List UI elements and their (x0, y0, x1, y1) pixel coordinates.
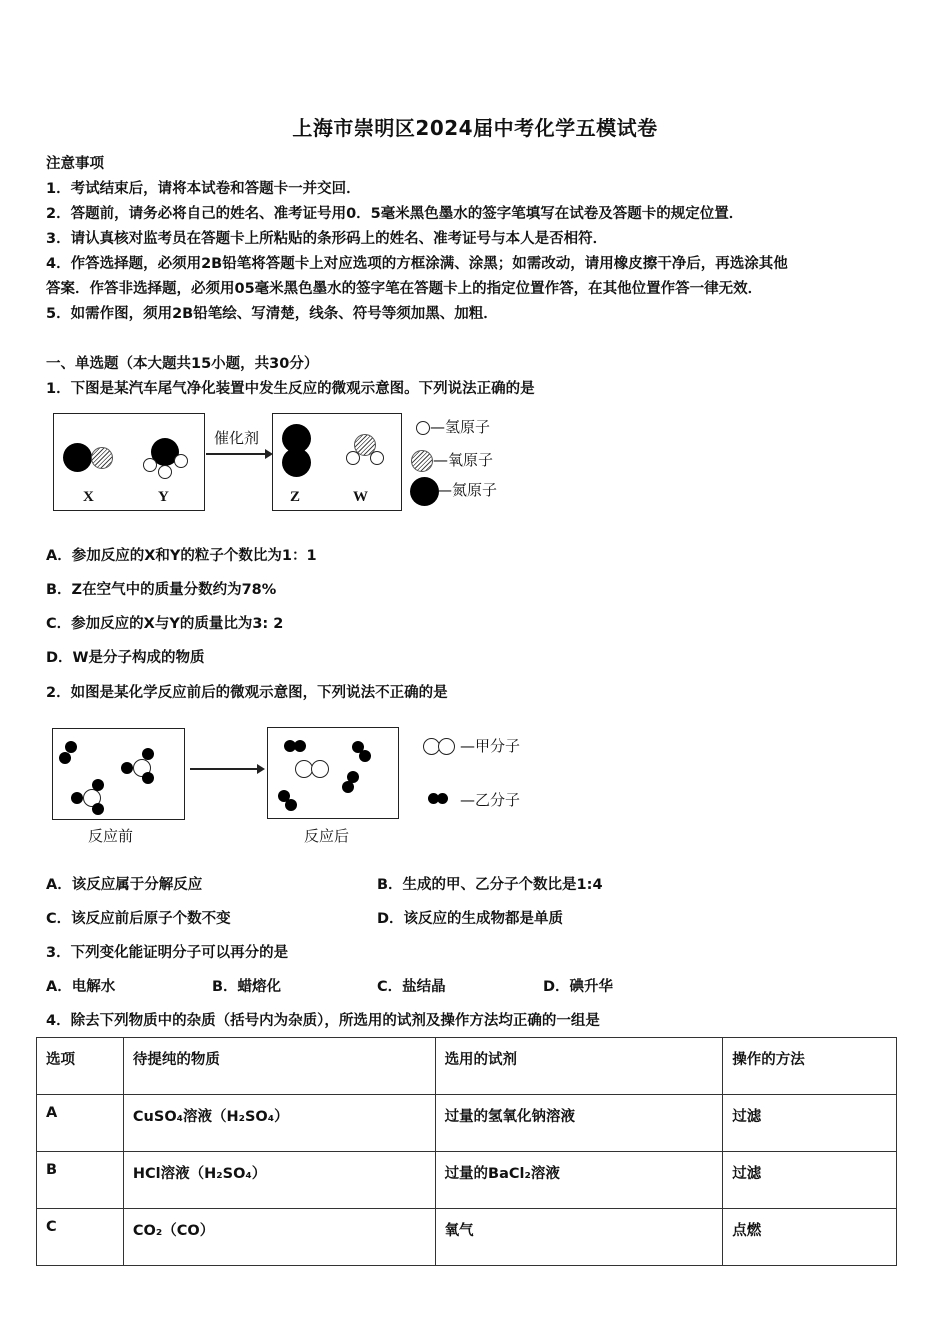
hydrogen-atom-icon (158, 465, 172, 479)
black-atom-icon (142, 772, 154, 784)
q2-stem: 2．如图是某化学反应前后的微观示意图，下列说法不正确的是 (46, 685, 448, 701)
q1-option-b[interactable]: B．Z在空气中的质量分数约为78% (46, 582, 277, 598)
black-atom-icon (65, 741, 77, 753)
black-atom-icon (71, 792, 83, 804)
table-cell: HCl溶液（H₂SO₄） (123, 1152, 435, 1209)
q4-stem: 4．除去下列物质中的杂质（括号内为杂质），所选用的试剂及操作方法均正确的一组是 (46, 1013, 600, 1029)
black-atom-icon (342, 781, 354, 793)
legend-oxygen: —氧原子 (433, 451, 494, 469)
q2-option-a[interactable]: A．该反应属于分解反应 (46, 877, 203, 893)
before-box (52, 728, 185, 820)
q3-option-b[interactable]: B．蜡熔化 (212, 979, 282, 995)
arrow-icon (190, 768, 260, 770)
q3-option-a[interactable]: A．电解水 (46, 979, 116, 995)
label-x: X (83, 489, 94, 505)
q2-option-d[interactable]: D．该反应的生成物都是单质 (377, 911, 564, 927)
black-atom-icon (285, 799, 297, 811)
hydrogen-atom-icon (143, 458, 157, 472)
nitrogen-atom-icon (282, 448, 311, 477)
table-cell: B (37, 1152, 124, 1209)
table-cell: 过量的BaCl₂溶液 (435, 1152, 723, 1209)
notice-item-4-cont: 答案．作答非选择题，必须用05毫米黑色墨水的签字笔在答题卡上的指定位置作答，在其他位置作答一律无效． (46, 281, 763, 297)
table-cell: 过量的氢氧化钠溶液 (435, 1095, 723, 1152)
notice-item-1: 1．考试结束后，请将本试卷和答题卡一并交回． (46, 181, 361, 197)
nitrogen-legend-icon (410, 477, 439, 506)
header-cell: 选用的试剂 (435, 1038, 723, 1095)
table-cell: 过滤 (723, 1152, 897, 1209)
after-label: 反应后 (304, 827, 350, 845)
q3-stem: 3．下列变化能证明分子可以再分的是 (46, 945, 289, 961)
table-row (37, 1095, 897, 1152)
legend-hydrogen: —氢原子 (430, 418, 491, 436)
black-atom-icon (121, 762, 133, 774)
header-cell: 操作的方法 (723, 1038, 897, 1095)
table-cell: A (37, 1095, 124, 1152)
table-row (37, 1152, 897, 1209)
oxygen-legend-icon (411, 450, 433, 472)
nitrogen-atom-icon (63, 443, 92, 472)
black-atom-icon (92, 779, 104, 791)
notice-heading: 注意事项 (46, 156, 104, 172)
q4-table (36, 1037, 897, 1266)
legend-jia: —甲分子 (460, 737, 521, 755)
before-label: 反应前 (88, 827, 134, 845)
q1-option-c[interactable]: C．参加反应的X与Y的质量比为3: 2 (46, 616, 284, 632)
hydrogen-atom-icon (174, 454, 188, 468)
table-cell: 氧气 (435, 1209, 723, 1266)
notice-item-2: 2．答题前，请务必将自己的姓名、准考证号用0．5毫米黑色墨水的签字笔填写在试卷及答题卡的规定位置． (46, 206, 744, 222)
table-cell: C (37, 1209, 124, 1266)
hydrogen-legend-icon (416, 421, 430, 435)
jia-molecule-legend-icon (438, 738, 455, 755)
products-box (272, 413, 402, 511)
catalyst-label: 催化剂 (214, 429, 260, 447)
table-cell: CO₂（CO） (123, 1209, 435, 1266)
q2-option-c[interactable]: C．该反应前后原子个数不变 (46, 911, 231, 927)
q2-diagram (40, 720, 560, 855)
white-atom-icon (311, 760, 329, 778)
q2-option-b[interactable]: B．生成的甲、乙分子个数比是1:4 (377, 877, 603, 893)
table-cell: 过滤 (723, 1095, 897, 1152)
black-atom-icon (359, 750, 371, 762)
yi-molecule-legend-icon (437, 793, 448, 804)
arrowhead-icon (257, 764, 265, 774)
q1-option-d[interactable]: D．W是分子构成的物质 (46, 650, 205, 666)
header-cell: 选项 (37, 1038, 124, 1095)
label-z: Z (290, 489, 301, 505)
table-cell: CuSO₄溶液（H₂SO₄） (123, 1095, 435, 1152)
legend-yi: —乙分子 (460, 791, 521, 809)
label-w: W (353, 489, 368, 505)
q3-option-c[interactable]: C．盐结晶 (377, 979, 446, 995)
oxygen-atom-icon (91, 447, 113, 469)
header-cell: 待提纯的物质 (123, 1038, 435, 1095)
reactants-box (53, 413, 205, 511)
table-header-row (37, 1038, 897, 1095)
section-heading: 一、单选题（本大题共15小题，共30分） (46, 356, 319, 372)
hydrogen-atom-icon (346, 451, 360, 465)
table-row (37, 1209, 897, 1266)
after-box (267, 727, 399, 819)
q3-option-d[interactable]: D．碘升华 (543, 979, 614, 995)
notice-item-5: 5．如需作图，须用2B铅笔绘、写清楚，线条、符号等须加黑、加粗． (46, 306, 498, 322)
hydrogen-atom-icon (370, 451, 384, 465)
legend-nitrogen: —氮原子 (437, 481, 498, 499)
q1-option-a[interactable]: A．参加反应的X和Y的粒子个数比为1：1 (46, 548, 317, 564)
black-atom-icon (294, 740, 306, 752)
q1-stem: 1．下图是某汽车尾气净化装置中发生反应的微观示意图。下列说法正确的是 (46, 381, 535, 397)
arrow-icon (206, 453, 268, 455)
black-atom-icon (92, 803, 104, 815)
table-cell: 点燃 (723, 1209, 897, 1266)
black-atom-icon (142, 748, 154, 760)
notice-item-3: 3．请认真核对监考员在答题卡上所粘贴的条形码上的姓名、准考证号与本人是否相符． (46, 231, 608, 247)
notice-item-4: 4．作答选择题，必须用2B铅笔将答题卡上对应选项的方框涂满、涂黑；如需改动，请用橡皮擦干净后，再选涂其他 (46, 256, 788, 272)
label-y: Y (158, 489, 169, 505)
page-title: 上海市崇明区2024届中考化学五模试卷 (292, 116, 658, 140)
q1-diagram (40, 405, 520, 520)
black-atom-icon (59, 752, 71, 764)
